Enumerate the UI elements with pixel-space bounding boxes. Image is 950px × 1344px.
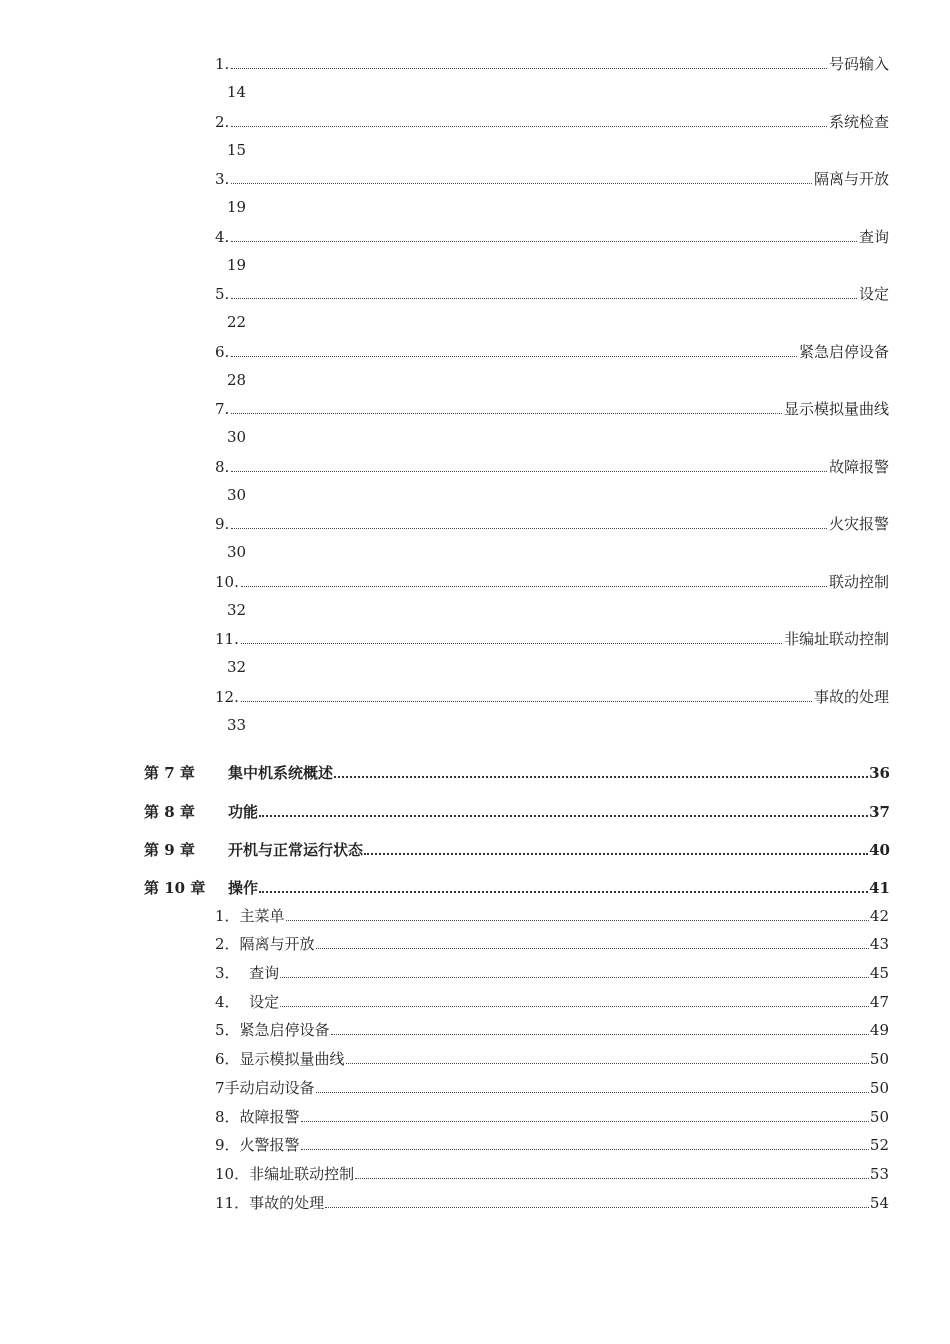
- toc-entry[interactable]: [215, 957, 889, 986]
- entry-title: 查询: [858, 227, 889, 246]
- entry-number: 2.: [215, 112, 230, 131]
- toc-entry[interactable]: [215, 395, 889, 453]
- toc-entry[interactable]: [215, 1187, 889, 1216]
- chapter-entry[interactable]: [144, 825, 890, 863]
- dot-leader: [231, 298, 857, 299]
- entry-page-number: 43: [869, 935, 889, 954]
- toc-entry[interactable]: [215, 1043, 889, 1072]
- chapter-title: 集中机系统概述: [228, 764, 334, 783]
- chapter-title: 开机与正常运行状态: [228, 840, 364, 859]
- dot-leader: [241, 586, 827, 587]
- entry-title: 隔离与开放: [813, 170, 889, 188]
- chapter-number: 第 10 章: [144, 879, 206, 898]
- entry-title: 6．显示模拟量曲线: [215, 1050, 345, 1069]
- chapter-entry[interactable]: [144, 863, 890, 901]
- toc-section-operations: [215, 900, 889, 1216]
- chapter-number: 第 9 章: [144, 840, 195, 859]
- dot-leader: [231, 68, 827, 69]
- chapter-number: 第 7 章: [144, 764, 195, 783]
- toc-entry[interactable]: [215, 986, 889, 1015]
- entry-number: 11.: [215, 630, 239, 648]
- entry-page-number: 54: [869, 1193, 889, 1212]
- entry-page-number: 42: [869, 906, 889, 925]
- dot-leader: [280, 1006, 869, 1007]
- entry-page-number: 30: [227, 485, 247, 504]
- dot-leader: [259, 891, 868, 893]
- toc-section-chapters: [144, 748, 890, 901]
- entry-title: 8．故障报警: [215, 1107, 300, 1126]
- entry-page-number: 32: [227, 600, 247, 619]
- entry-title: 11．事故的处理: [215, 1193, 325, 1212]
- entry-title: 2．隔离与开放: [215, 935, 315, 954]
- dot-leader: [259, 815, 868, 817]
- entry-page-number: 47: [869, 992, 889, 1011]
- chapter-page-number: 41: [869, 879, 890, 898]
- entry-number: 12.: [215, 687, 239, 706]
- chapter-entry[interactable]: [144, 786, 890, 824]
- entry-page-number: 15: [227, 140, 247, 159]
- entry-number: 8.: [215, 457, 230, 476]
- entry-page-number: 33: [227, 715, 247, 734]
- entry-page-number: 30: [227, 543, 247, 561]
- dot-leader: [301, 1121, 869, 1122]
- chapter-page-number: 36: [869, 764, 890, 783]
- entry-page-number: 32: [227, 658, 247, 676]
- entry-number: 5.: [215, 285, 230, 303]
- chapter-page-number: 37: [869, 802, 890, 821]
- entry-title: 9．火警报警: [215, 1136, 300, 1155]
- toc-entry[interactable]: [215, 929, 889, 958]
- toc-entry[interactable]: [215, 900, 889, 929]
- toc-entry[interactable]: [215, 108, 889, 166]
- dot-leader: [231, 126, 827, 127]
- entry-title: 显示模拟量曲线: [783, 400, 889, 418]
- entry-title: 10．非编址联动控制: [215, 1164, 355, 1183]
- dot-leader: [231, 471, 827, 472]
- toc-entry[interactable]: [215, 1130, 889, 1159]
- dot-leader: [231, 413, 782, 414]
- entry-title: 事故的处理: [813, 687, 889, 706]
- toc-section-subitems: [215, 50, 889, 740]
- dot-leader: [241, 643, 782, 644]
- entry-page-number: 50: [869, 1107, 889, 1126]
- entry-page-number: 14: [227, 83, 247, 101]
- entry-page-number: 30: [227, 428, 247, 446]
- chapter-title: 操作: [228, 879, 259, 898]
- entry-title: 非编址联动控制: [783, 630, 889, 648]
- toc-entry[interactable]: [215, 453, 889, 511]
- dot-leader: [364, 853, 868, 855]
- entry-page-number: 19: [227, 198, 247, 216]
- toc-entry[interactable]: [215, 223, 889, 281]
- dot-leader: [280, 977, 869, 978]
- entry-number: 10.: [215, 572, 239, 591]
- toc-entry[interactable]: [215, 683, 889, 741]
- dot-leader: [334, 776, 868, 778]
- entry-page-number: 52: [869, 1136, 889, 1155]
- entry-number: 4.: [215, 227, 230, 246]
- toc-entry[interactable]: [215, 1015, 889, 1044]
- dot-leader: [316, 948, 869, 949]
- toc-entry[interactable]: [215, 1072, 889, 1101]
- entry-page-number: 50: [869, 1078, 889, 1097]
- chapter-page-number: 40: [869, 840, 890, 859]
- toc-entry[interactable]: [215, 280, 889, 338]
- dot-leader: [231, 241, 857, 242]
- dot-leader: [231, 528, 827, 529]
- entry-number: 3.: [215, 170, 230, 188]
- entry-title: 联动控制: [828, 572, 889, 591]
- entry-number: 9.: [215, 515, 230, 533]
- entry-title: 5．紧急启停设备: [215, 1021, 330, 1040]
- entry-title: 4． 设定: [215, 992, 280, 1011]
- chapter-entry[interactable]: [144, 748, 890, 786]
- chapter-title: 功能: [228, 802, 259, 821]
- entry-page-number: 53: [869, 1164, 889, 1183]
- dot-leader: [241, 701, 812, 702]
- toc-entry[interactable]: [215, 338, 889, 396]
- entry-page-number: 49: [869, 1021, 889, 1040]
- toc-entry[interactable]: [215, 568, 889, 626]
- dot-leader: [286, 920, 869, 921]
- dot-leader: [231, 183, 812, 184]
- entry-page-number: 28: [227, 370, 247, 389]
- toc-entry[interactable]: [215, 1158, 889, 1187]
- entry-page-number: 22: [227, 313, 247, 331]
- entry-title: 1．主菜单: [215, 906, 285, 925]
- dot-leader: [325, 1207, 869, 1208]
- entry-title: 号码输入: [828, 55, 889, 73]
- dot-leader: [301, 1149, 869, 1150]
- entry-number: 1.: [215, 55, 230, 73]
- entry-title: 故障报警: [828, 457, 889, 476]
- dot-leader: [355, 1178, 869, 1179]
- toc-entry[interactable]: [215, 1101, 889, 1130]
- dot-leader: [231, 356, 797, 357]
- entry-page-number: 50: [869, 1050, 889, 1069]
- toc-entry[interactable]: [215, 165, 889, 223]
- dot-leader: [346, 1063, 869, 1064]
- entry-page-number: 19: [227, 255, 247, 274]
- dot-leader: [316, 1092, 869, 1093]
- entry-page-number: 45: [869, 964, 889, 983]
- entry-title: 设定: [858, 285, 889, 303]
- entry-number: 7.: [215, 400, 230, 418]
- entry-title: 系统检查: [828, 112, 889, 131]
- entry-title: 3． 查询: [215, 964, 280, 983]
- entry-number: 6.: [215, 342, 230, 361]
- toc-entry[interactable]: [215, 625, 889, 683]
- entry-title: 火灾报警: [828, 515, 889, 533]
- entry-title: 7手动启动设备: [215, 1078, 315, 1097]
- chapter-number: 第 8 章: [144, 802, 195, 821]
- toc-entry[interactable]: [215, 50, 889, 108]
- toc-entry[interactable]: [215, 510, 889, 568]
- dot-leader: [331, 1034, 869, 1035]
- entry-title: 紧急启停设备: [798, 342, 889, 361]
